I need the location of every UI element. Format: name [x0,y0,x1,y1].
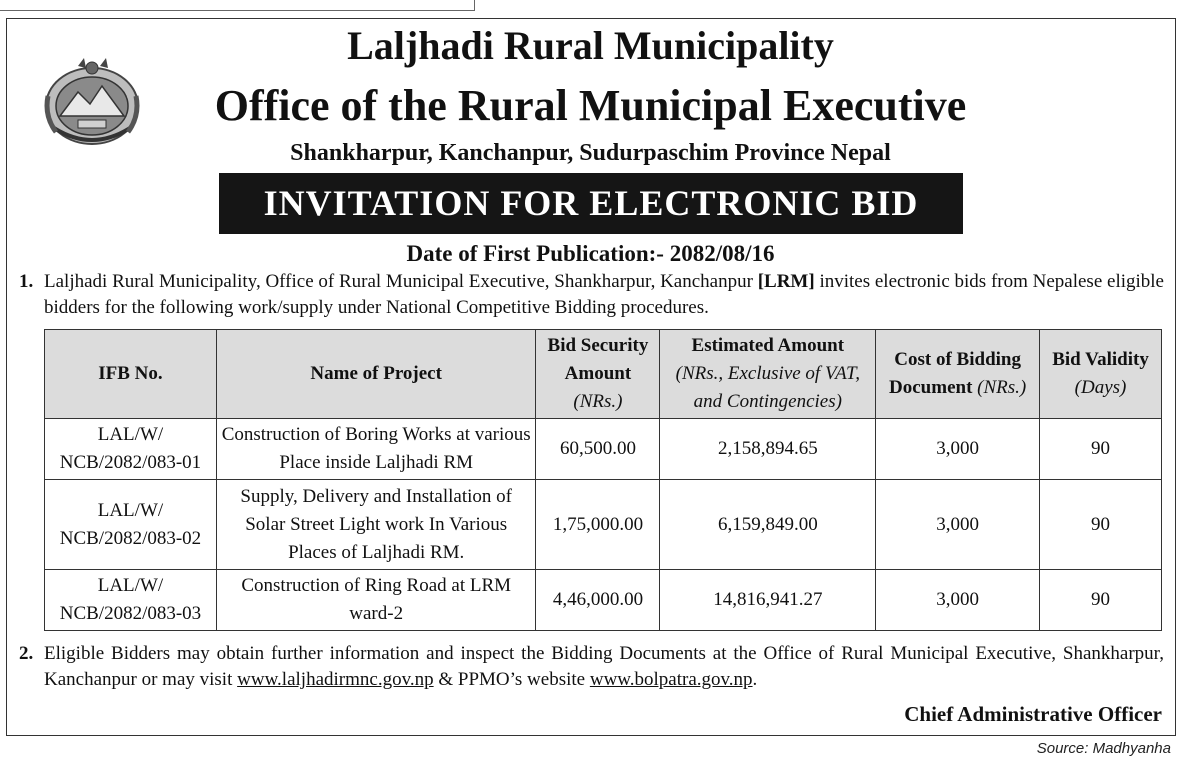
para1-text-a: Laljhadi Rural Municipality, Office of Rural Municipal Executive, Shankharpur, Kanchanpur [44,271,758,292]
para2-text-b: & PPMO’s website [433,669,590,690]
table-row [45,419,1162,480]
header-cost-unit: (NRs.) [977,377,1027,398]
signature-chief-administrative-officer: Chief Administrative Officer [904,702,1162,726]
para2-text-a: Eligible Bidders may obtain further information and inspect the Bidding Documents at the Office of Rural Municipal Executive, Shankharpur, Kanchanpur or may visit [44,643,1164,690]
header-bid-security-unit: (NRs.) [573,391,623,412]
table-header-row [45,330,1162,419]
ifb-line-2: NCB/2082/083-03 [59,603,202,624]
item-number-1: 1. [19,271,34,292]
header-bid-security [536,330,660,419]
header-cost-main: Cost of Bidding Document [889,349,1021,398]
table-row [45,570,1162,631]
para2-text-c: . [752,669,758,690]
header-estimated-note: (NRs., Exclusive of VAT, and Contingencies) [675,363,860,412]
ifb-line-1: LAL/W/ [97,424,164,445]
notice-paragraph-2 [44,641,1164,693]
cell-ifb-no [45,419,217,480]
header-validity-main: Bid Validity [1052,349,1149,370]
ifb-line-2: NCB/2082/083-02 [59,527,202,549]
source-credit: Source: Madhyanha [1036,740,1171,757]
header-estimated-main: Estimated Amount [691,335,845,356]
invitation-banner: INVITATION FOR ELECTRONIC BID [219,173,963,234]
cell-ifb-no [45,480,217,570]
ifb-line-1: LAL/W/ [97,575,164,596]
municipality-website-link[interactable]: www.laljhadirmnc.gov.np [237,669,434,690]
cell-project-name: Supply, Delivery and Installation of Solar Street Light work In Various Places of Laljhadi RM. [216,480,536,570]
cell-estimated-amount: 2,158,894.65 [660,419,876,480]
cell-bid-validity: 90 [1040,419,1162,480]
header-project-name: Name of Project [216,330,536,419]
item-number-2: 2. [19,643,34,664]
municipality-title: Laljhadi Rural Municipality [347,23,834,68]
cell-project-name: Construction of Ring Road at LRM ward-2 [216,570,536,631]
para1-lrm-abbrev: [LRM] [757,271,815,292]
bid-table [44,329,1162,631]
cell-project-name: Construction of Boring Works at various Place inside Laljhadi RM [216,419,536,480]
cell-document-cost: 3,000 [876,570,1040,631]
notice-paragraph-1 [44,269,1164,321]
ifb-line-1: LAL/W/ [97,499,164,521]
cell-estimated-amount: 14,816,941.27 [660,570,876,631]
cell-bid-security: 1,75,000.00 [536,480,660,570]
header-validity-unit: (Days) [1074,377,1127,398]
para1-text-b: invites electronic bids from Nepalese eligible bidders for the following work/supply under National Competitive Bidding procedures. [44,271,1164,318]
cell-bid-security: 4,46,000.00 [536,570,660,631]
header-estimated-amount [660,330,876,419]
cell-bid-security: 60,500.00 [536,419,660,480]
header-ifb-no: IFB No. [45,330,217,419]
cell-ifb-no [45,570,217,631]
cell-document-cost: 3,000 [876,419,1040,480]
ppmo-website-link[interactable]: www.bolpatra.gov.np [589,669,753,690]
cell-estimated-amount: 6,159,849.00 [660,480,876,570]
top-border-line [0,0,475,11]
office-title: Office of the Rural Municipal Executive [214,81,967,130]
publication-date: Date of First Publication:- 2082/08/16 [406,241,775,266]
cell-bid-validity: 90 [1040,570,1162,631]
cell-document-cost: 3,000 [876,480,1040,570]
header-bid-security-main: Bid Security Amount [547,335,649,384]
header-cost-of-document [876,330,1040,419]
header-bid-validity [1040,330,1162,419]
ifb-line-2: NCB/2082/083-01 [59,452,202,473]
address-line: Shankharpur, Kanchanpur, Sudurpaschim Province Nepal [290,140,891,166]
table-row [45,480,1162,570]
cell-bid-validity: 90 [1040,480,1162,570]
